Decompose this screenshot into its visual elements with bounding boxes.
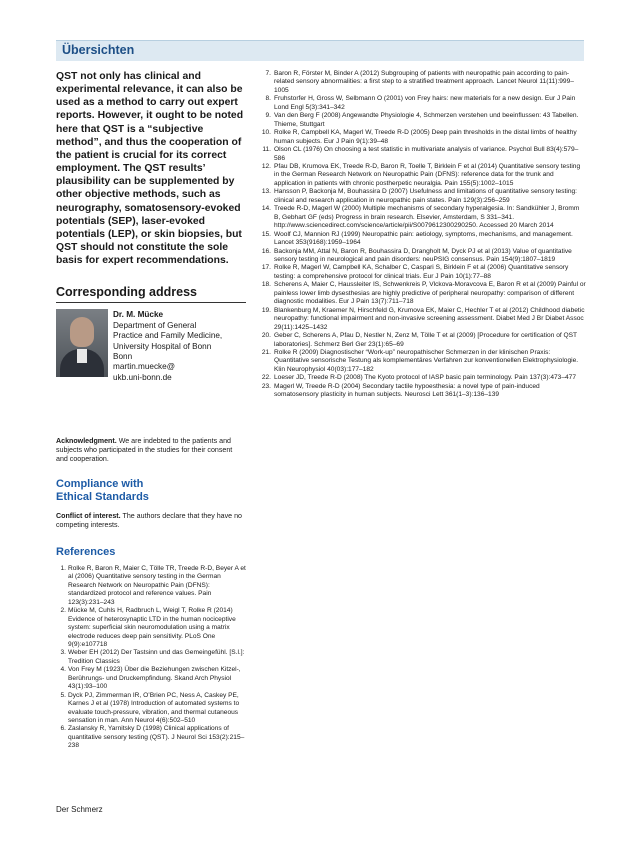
reference-text: Rolke R, Campbell KA, Magerl W, Treede R-D (2005) Deep pain thresholds in the distal limbs of healthy human subjects. Eur J Pain 9(1):39–48 — [274, 129, 577, 145]
reference-number: 4. — [60, 666, 66, 674]
reference-number: 12. — [261, 162, 271, 170]
compliance-heading-line: Compliance with — [56, 478, 144, 491]
address-line: Bonn — [113, 351, 133, 361]
acknowledgment-text: We are indebted to the patients and subjects who participated in the studies for their consent and cooperation. — [56, 437, 233, 464]
reference-text: Scherens A, Maier C, Haussleiter IS, Schwenkreis P, Vlckova-Moravcova E, Baron R et al (2009) Painful or painless lower limb dysesthesias are highly predictive of peripheral neuropathy: comparison of different diagnostic modalities. Eur J Pain 13(7):711–718 — [274, 281, 586, 306]
references-list-left — [56, 565, 246, 751]
reference-number: 11. — [262, 146, 271, 154]
reference-number: 16. — [261, 247, 271, 255]
reference-number: 14. — [261, 205, 271, 213]
reference-text: Baron R, Förster M, Binder A (2012) Subgrouping of patients with neuropathic pain according to pain-related sensory abnormalities: a first step to a stratified treatment approach. Lancet Neurol 11(11):999–1005 — [274, 70, 574, 94]
reference-item — [260, 146, 586, 163]
reference-number: 10. — [261, 129, 271, 137]
reference-item — [260, 188, 586, 205]
acknowledgment-label: Acknowledgment. — [56, 437, 117, 446]
reference-number: 1. — [60, 564, 66, 572]
reference-number: 7. — [265, 70, 271, 77]
compliance-heading-line: Ethical Standards — [56, 491, 149, 504]
reference-number: 22. — [261, 374, 271, 382]
references-list-right — [260, 70, 586, 400]
reference-item — [260, 70, 586, 95]
journal-footer: Der Schmerz — [56, 805, 103, 814]
reference-item — [56, 692, 246, 726]
section-title: Übersichten — [62, 43, 135, 57]
reference-number: 13. — [261, 188, 271, 196]
reference-text: Woolf CJ, Mannion RJ (1999) Neuropathic pain: aetiology, symptoms, mechanisms, and management. Lancet 353(9168):1959–1964 — [274, 230, 573, 247]
reference-item — [260, 349, 586, 374]
reference-text: Hansson P, Backonja M, Bouhassira D (2007) Usefulness and limitations of quantitative sensory testing: clinical and research application in neuropathic pain states. Pain 129(3):256–259 — [274, 188, 577, 204]
reference-number: 6. — [60, 725, 66, 733]
author-address — [113, 310, 222, 383]
acknowledgment — [56, 437, 246, 464]
reference-item — [260, 95, 586, 112]
reference-text: Treede R-D, Magerl W (2000) Multiple mechanisms of secondary hyperalgesia. In: Sandkühler J, Bromm B, Gebhart GF (eds) Progress in brain research. Elsevier, Amsterdam, S 331–341. http://www.sciencedirect.com/science/article/pii/S0079612300290250. Accessed 20 March 2014 — [274, 205, 580, 230]
reference-number: 21. — [261, 348, 271, 356]
author-name: Dr. M. Mücke — [113, 310, 164, 320]
reference-text: Mücke M, Cuhls H, Radbruch L, Weigl T, Rolke R (2014) Evidence of heterosynaptic LTD in the human nociceptive system: superficial skin neuromodulation using a matrix electrode reduces deep pain sensitivity. PLoS One 9(9):e107718 — [68, 607, 236, 648]
reference-text: Weber EH (2012) Der Tastsinn und das Gemeingefühl. [S.l.]: Tredition Classics — [68, 649, 245, 665]
reference-number: 9. — [265, 112, 271, 120]
address-line: University Hospital of Bonn — [113, 341, 212, 351]
reference-item — [56, 565, 246, 607]
reference-number: 17. — [261, 264, 271, 272]
reference-item — [56, 725, 246, 750]
reference-item — [260, 248, 586, 265]
reference-text: Fruhstorfer H, Gross W, Selbmann O (2001) von Frey hairs: new materials for a new design. Eur J Pain Lond Engl 5(3):341–342 — [274, 95, 576, 111]
reference-number: 19. — [261, 306, 271, 314]
reference-item — [56, 649, 246, 666]
reference-text: Loeser JD, Treede R-D (2008) The Kyoto protocol of IASP basic pain terminology. Pain 137(3):473–477 — [274, 374, 577, 382]
reference-number: 5. — [60, 691, 66, 699]
conflict-text: The authors declare that they have no competing interests. — [56, 512, 242, 529]
corresponding-address-heading: Corresponding address — [56, 285, 246, 303]
conflict-of-interest — [56, 512, 246, 530]
reference-number: 2. — [60, 607, 66, 615]
references-heading: References — [56, 545, 116, 558]
email-line[interactable]: ukb.uni-bonn.de — [113, 372, 172, 382]
reference-text: Magerl W, Treede R-D (2004) Secondary tactile hypoesthesia: a novel type of pain-induced somatosensory plasticity in human subjects. Neurosci Lett 361(1–3):136–139 — [274, 382, 540, 399]
reference-text: Olson CL (1976) On choosing a test statistic in multivariate analysis of variance. Psychol Bull 83(4):579–586 — [274, 146, 579, 162]
address-line: Department of General — [113, 320, 197, 330]
reference-item — [260, 307, 586, 332]
reference-text: Pfau DB, Krumova EK, Treede R-D, Baron R, Toelle T, Birklein F et al (2014) Quantitative sensory testing in the German Research Network on Neuropathic Pain (DFNS): reference data for the trunk and application in patients with chronic postherpetic neuralgia. Pain 155(5):1002–1015 — [274, 162, 581, 187]
author-block — [56, 309, 246, 427]
reference-text: Geber C, Scherens A, Pfau D, Nestler N, Zenz M, Tölle T et al (2009) [Procedure for certification of QST laboratories]. Schmerz Berl Ger 23(1):65–69 — [274, 332, 577, 348]
reference-item — [260, 163, 586, 188]
reference-text: Van den Berg F (2008) Angewandte Physiologie 4, Schmerzen verstehen und beeinflussen: 43 Tabellen. Thieme, Stuttgart — [274, 112, 579, 128]
reference-text: Von Frey M (1923) Über die Beziehungen zwischen Kitzel-, Berührungs- und Druckempfindung. Skand Arch Physiol 43(1):93–100 — [68, 666, 241, 691]
reference-text: Rolke R, Baron R, Maier C, Tölle TR, Treede R-D, Beyer A et al (2006) Quantitative sensory testing in the German Research Network on Neuropathic Pain (DFNS): standardized protocol and reference values. Pain 123(3):231–243 — [68, 564, 246, 606]
compliance-heading — [56, 478, 246, 504]
reference-text: Rolke R (2009) Diagnostischer “Work-up” neuropathischer Schmerzen in der klinischen Praxis: Quantitative sensorische Testung als komplementäres Verfahren zur konventionellen Elektrophysiologie. Klin Neurophysiol 40(03):177–182 — [274, 348, 579, 373]
reference-number: 18. — [261, 281, 271, 289]
reference-item — [260, 374, 586, 382]
reference-text: Rolke R, Magerl W, Campbell KA, Schalber C, Caspari S, Birklein F et al (2006) Quantitative sensory testing: a comprehensive protocol for clinical trials. Eur J Pain 10(1):77–88 — [274, 264, 569, 280]
author-photo — [56, 309, 108, 377]
reference-item — [260, 205, 586, 230]
reference-number: 20. — [261, 332, 271, 340]
address-line: Practice and Family Medicine, — [113, 331, 223, 341]
left-column — [56, 70, 246, 751]
conflict-label: Conflict of interest. — [56, 512, 121, 521]
reference-number: 3. — [60, 649, 66, 657]
reference-item — [260, 332, 586, 349]
reference-item — [56, 666, 246, 691]
reference-number: 8. — [265, 95, 271, 103]
lead-paragraph: QST not only has clinical and experimental relevance, it can also be used as a method to carry out expert reports. However, it ought to be noted here that QST is a “subjective method”, and thus the cooperation of the patient is crucial for its correct employment. The QST results’ plausibility can be supplemented by other objective methods, such as neurography, somatosensory-evoked potentials (SEP), laser-evoked potentials (LEP), or skin biopsies, but QST should not constitute the sole basis for expert recommendations. — [56, 71, 244, 267]
reference-item — [260, 112, 586, 129]
email-line[interactable]: martin.muecke@ — [113, 362, 176, 372]
right-column — [260, 70, 586, 400]
reference-item — [260, 129, 586, 146]
reference-item — [260, 231, 586, 248]
reference-text: Blankenburg M, Kraemer N, Hirschfeld G, Krumova EK, Maier C, Hechler T et al (2012) Childhood diabetic neuropathy: functional impairment and non-invasive screening assessment. Diabet Med J Br Diabet Assoc 29(11):1425–1432 — [274, 306, 585, 331]
reference-item — [260, 281, 586, 306]
reference-text: Backonja MM, Attal N, Baron R, Bouhassira D, Drangholt M, Dyck PJ et al (2013) Value of quantitative sensory testing in neurological and pain disorders: neuPSIG consensus. Pain 154(9):1807–1819 — [274, 247, 572, 263]
reference-text: Zaslansky R, Yarnitsky D (1998) Clinical applications of quantitative sensory testing (QST). J Neurol Sci 153(2):215–238 — [68, 725, 245, 750]
reference-text: Dyck PJ, Zimmerman IR, O’Brien PC, Ness A, Caskey PE, Karnes J et al (1978) Introduction of automated systems to evaluate touch-pressure, vibration, and thermal cutaneous sensation in man. Ann Neurol 4(6):502–510 — [68, 691, 240, 725]
reference-number: 23. — [261, 382, 271, 390]
section-header-bar — [56, 40, 584, 61]
reference-item — [260, 264, 586, 281]
reference-number: 15. — [261, 230, 271, 238]
reference-item — [56, 607, 246, 649]
reference-item — [260, 383, 586, 400]
